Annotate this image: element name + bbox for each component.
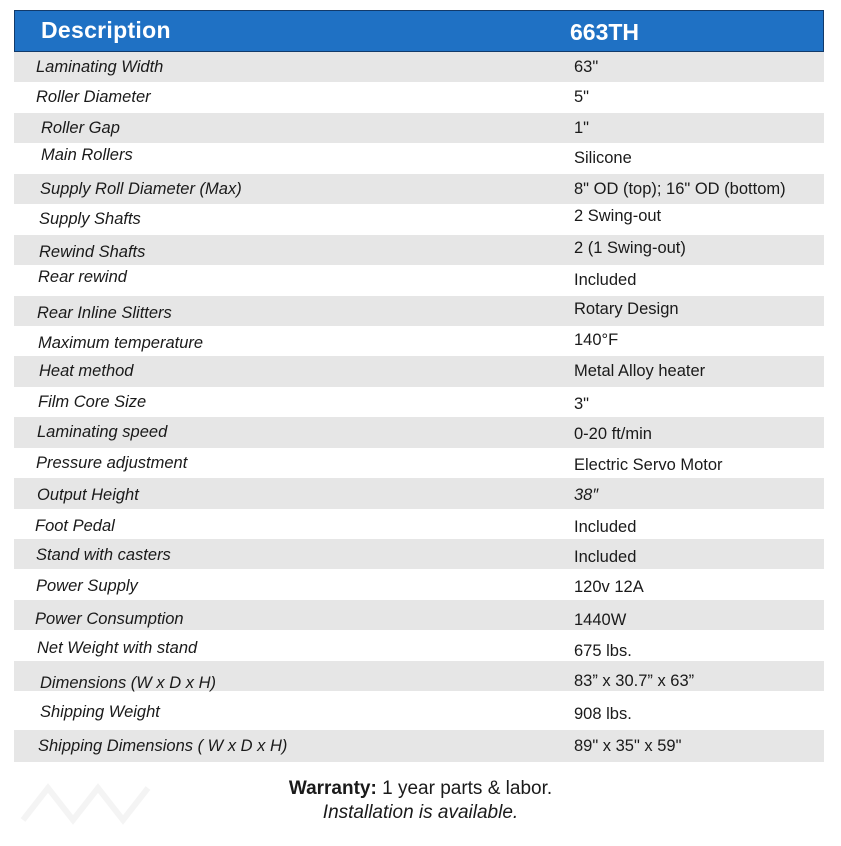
spec-value: Included <box>574 548 637 566</box>
table-row <box>14 52 824 82</box>
table-row <box>14 509 824 539</box>
installation-note: Installation is available. <box>322 802 519 823</box>
table-row <box>14 235 824 265</box>
spec-value: Electric Servo Motor <box>574 455 723 474</box>
spec-value: Included <box>574 517 637 536</box>
table-row <box>14 730 824 762</box>
warranty-text: 1 year parts & labor. <box>376 778 553 799</box>
spec-label: Stand with casters <box>36 546 171 564</box>
header-description-label: Description <box>41 17 171 43</box>
spec-value: 5" <box>574 88 590 107</box>
spec-label: Foot Pedal <box>35 516 115 535</box>
spec-value: 2 (1 Swing-out) <box>574 238 686 257</box>
spec-table <box>14 10 824 762</box>
warranty-line <box>0 777 841 801</box>
spec-label: Net Weight with stand <box>37 639 198 658</box>
spec-value: 89" x 35" x 59" <box>574 736 682 755</box>
spec-label: Shipping Weight <box>40 703 160 722</box>
spec-value: 1440W <box>574 610 627 629</box>
spec-label: Roller Diameter <box>36 88 151 107</box>
spec-value: 908 lbs. <box>574 705 632 724</box>
spec-value: Included <box>574 271 637 290</box>
spec-label: Power Consumption <box>35 609 184 628</box>
table-row <box>14 143 824 173</box>
table-row <box>14 356 824 386</box>
spec-value: 83” x 30.7” x 63” <box>574 671 695 690</box>
spec-value: 140°F <box>574 330 619 349</box>
header-model-name: 663TH <box>570 19 640 45</box>
spec-label: Maximum temperature <box>38 333 204 352</box>
spec-value: 1" <box>574 118 590 137</box>
spec-label: Rewind Shafts <box>39 242 146 261</box>
spec-label: Output Height <box>37 486 139 505</box>
spec-value: 63" <box>574 58 599 76</box>
spec-value: 3" <box>574 394 590 413</box>
spec-value: Rotary Design <box>574 299 679 318</box>
table-row <box>14 387 824 417</box>
table-row <box>14 296 824 326</box>
table-row <box>14 174 824 204</box>
spec-label: Rear Inline Slitters <box>37 303 172 322</box>
spec-label: Film Core Size <box>38 392 147 411</box>
spec-value: 8" OD (top); 16" OD (bottom) <box>574 179 786 198</box>
table-row <box>14 265 824 295</box>
table-row <box>14 600 824 630</box>
spec-label: Roller Gap <box>41 118 120 137</box>
warranty-label: Warranty: <box>288 778 377 799</box>
table-header <box>14 10 824 52</box>
table-row <box>14 478 824 508</box>
table-row <box>14 691 824 724</box>
table-row <box>14 82 824 112</box>
spec-label: Supply Shafts <box>39 210 141 229</box>
spec-value: Silicone <box>574 149 632 168</box>
table-row <box>14 539 824 569</box>
spec-label: Power Supply <box>36 577 138 596</box>
spec-rows <box>14 52 824 762</box>
spec-label: Dimensions (W x D x H) <box>40 673 217 692</box>
spec-label: Laminating speed <box>37 423 168 442</box>
spec-value: 675 lbs. <box>574 642 632 661</box>
spec-label: Pressure adjustment <box>36 453 188 472</box>
spec-label: Laminating Width <box>36 58 164 76</box>
table-row <box>14 569 824 599</box>
table-row <box>14 630 824 660</box>
table-row <box>14 113 824 143</box>
table-row <box>14 661 824 691</box>
table-row <box>14 417 824 447</box>
spec-value: 38″ <box>574 486 599 505</box>
spec-label: Supply Roll Diameter (Max) <box>40 179 242 198</box>
spec-value: 120v 12A <box>574 578 644 597</box>
spec-label: Shipping Dimensions ( W x D x H) <box>38 736 288 755</box>
footer <box>0 777 841 825</box>
spec-label: Rear rewind <box>38 268 127 287</box>
spec-label: Main Rollers <box>41 146 133 165</box>
spec-value: Metal Alloy heater <box>574 362 706 381</box>
table-row <box>14 448 824 478</box>
spec-label: Heat method <box>39 362 134 381</box>
table-row <box>14 326 824 356</box>
spec-value: 0-20 ft/min <box>574 425 652 444</box>
table-row <box>14 204 824 234</box>
spec-value: 2 Swing-out <box>574 207 662 226</box>
